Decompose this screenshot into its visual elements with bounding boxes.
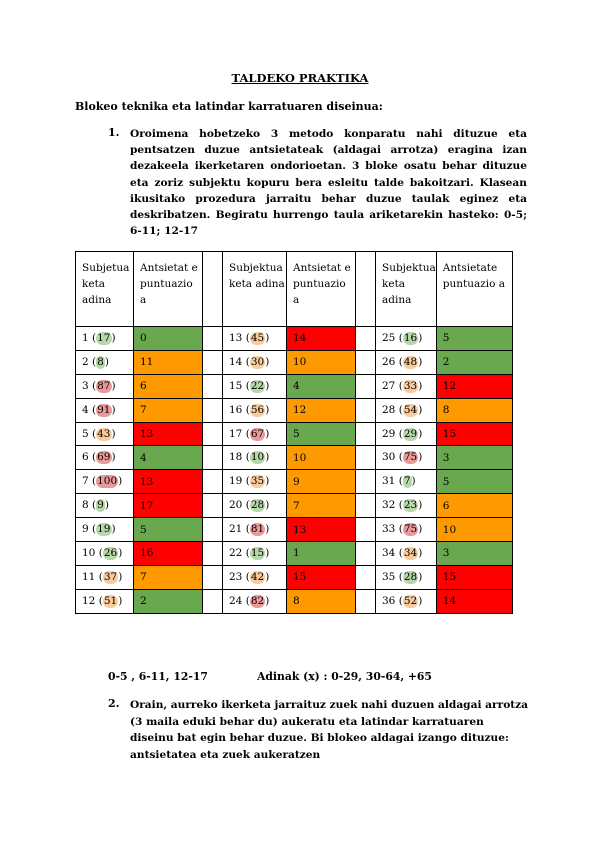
subject-id: 25 (382, 331, 396, 344)
paren-open: ( (395, 546, 403, 559)
score-cell: 10 (287, 446, 356, 470)
score-cell: 12 (436, 374, 512, 398)
paren-open: ( (88, 523, 97, 536)
subject-id: 21 (229, 523, 243, 536)
subject-cell (223, 398, 287, 422)
subject-cell (223, 542, 287, 566)
spacer-cell (356, 252, 376, 327)
paren-close: ) (265, 594, 270, 607)
age-badge: 81 (250, 523, 265, 536)
subject-cell (223, 470, 287, 494)
header-subject-1: Subjetua keta adina (76, 252, 134, 327)
ages-line: Adinak (x) : 0-29, 30-64, +65 (257, 670, 432, 683)
header-score-3: Antsietate puntuazio a (436, 252, 512, 327)
subject-id: 29 (382, 427, 396, 440)
paren-open: ( (242, 523, 250, 536)
score-cell: 5 (436, 470, 512, 494)
subject-cell (76, 327, 134, 351)
subject-id: 36 (382, 594, 396, 607)
subject-id: 1 (82, 331, 89, 344)
age-badge: 34 (403, 546, 418, 559)
subject-cell (376, 446, 437, 470)
spacer-cell (356, 542, 376, 566)
subject-id: 10 (82, 546, 96, 559)
paren-open: ( (95, 546, 103, 559)
paren-open: ( (242, 475, 250, 488)
subject-id: 31 (382, 475, 396, 488)
age-badge: 43 (97, 427, 111, 440)
age-badge: 33 (403, 379, 418, 392)
ranges-line: 0-5 , 6-11, 12-17 (108, 670, 208, 683)
paren-close: ) (265, 355, 270, 368)
paren-close: ) (111, 331, 116, 344)
paren-open: ( (395, 570, 403, 583)
subject-cell (376, 565, 437, 589)
table-row (76, 589, 513, 613)
table-row (76, 374, 513, 398)
age-badge: 19 (97, 523, 111, 536)
paren-close: ) (418, 523, 423, 536)
spacer-cell (203, 374, 223, 398)
subject-id: 26 (382, 355, 396, 368)
spacer-cell (356, 374, 376, 398)
subject-id: 11 (82, 570, 96, 583)
age-badge: 15 (250, 546, 265, 559)
paren-open: ( (395, 451, 403, 464)
spacer-cell (356, 518, 376, 542)
spacer-cell (356, 398, 376, 422)
subject-cell (376, 518, 437, 542)
subject-cell (76, 589, 134, 613)
score-cell: 8 (436, 398, 512, 422)
paren-open: ( (395, 523, 403, 536)
score-cell: 15 (436, 422, 512, 446)
subject-cell (76, 542, 134, 566)
score-cell: 15 (287, 565, 356, 589)
subject-id: 7 (82, 475, 89, 488)
subject-id: 5 (82, 427, 89, 440)
subject-cell (223, 374, 287, 398)
paren-close: ) (265, 403, 270, 416)
age-badge: 91 (97, 403, 111, 416)
score-cell: 5 (287, 422, 356, 446)
table-row (76, 398, 513, 422)
header-score-2: Antsietat e puntuazio a (287, 252, 356, 327)
subject-cell (376, 398, 437, 422)
score-cell: 17 (134, 494, 203, 518)
subject-cell (376, 494, 437, 518)
paren-open: ( (242, 594, 250, 607)
subject-id: 4 (82, 403, 89, 416)
table-row (76, 327, 513, 351)
spacer-cell (356, 589, 376, 613)
paren-open: ( (242, 379, 250, 392)
score-cell: 4 (287, 374, 356, 398)
score-cell: 6 (134, 374, 203, 398)
age-badge: 42 (250, 570, 265, 583)
subject-cell (76, 446, 134, 470)
paren-close: ) (118, 475, 123, 488)
age-badge: 51 (103, 594, 118, 607)
subject-id: 34 (382, 546, 396, 559)
score-cell: 3 (436, 542, 512, 566)
age-badge: 7 (403, 475, 411, 488)
anxiety-table (75, 251, 513, 614)
table-row (76, 542, 513, 566)
subject-id: 28 (382, 403, 396, 416)
subject-cell (223, 446, 287, 470)
score-cell: 13 (134, 422, 203, 446)
spacer-cell (203, 470, 223, 494)
score-cell: 6 (436, 494, 512, 518)
spacer-cell (356, 327, 376, 351)
subject-id: 18 (229, 451, 243, 464)
age-badge: 54 (403, 403, 418, 416)
subject-cell (376, 542, 437, 566)
paren-close: ) (265, 499, 270, 512)
paren-open: ( (242, 570, 250, 583)
paren-open: ( (242, 355, 250, 368)
subject-cell (223, 494, 287, 518)
subject-id: 8 (82, 499, 89, 512)
age-badge: 75 (403, 451, 418, 464)
score-cell: 1 (287, 542, 356, 566)
age-badge: 52 (403, 594, 418, 607)
paren-open: ( (88, 355, 97, 368)
paren-close: ) (265, 379, 270, 392)
spacer-cell (356, 446, 376, 470)
subject-id: 16 (229, 403, 243, 416)
paren-open: ( (88, 499, 97, 512)
paren-open: ( (95, 594, 103, 607)
subject-cell (76, 398, 134, 422)
score-cell: 2 (436, 350, 512, 374)
paren-close: ) (418, 403, 423, 416)
paren-close: ) (418, 355, 423, 368)
paren-close: ) (418, 546, 423, 559)
page-title: TALDEKO PRAKTIKA (231, 71, 369, 85)
score-cell: 7 (134, 565, 203, 589)
paren-close: ) (265, 523, 270, 536)
paren-open: ( (395, 475, 403, 488)
age-badge: 48 (403, 355, 418, 368)
score-cell: 7 (287, 494, 356, 518)
paren-close: ) (418, 331, 423, 344)
subject-id: 9 (82, 523, 89, 536)
paren-close: ) (118, 594, 123, 607)
paren-close: ) (418, 594, 423, 607)
subject-cell (76, 422, 134, 446)
table-row (76, 494, 513, 518)
item1-number: 1. (108, 126, 120, 139)
subject-cell (376, 327, 437, 351)
subject-cell (76, 518, 134, 542)
age-badge: 45 (250, 331, 265, 344)
item1-text: Oroimena hobetzeko 3 metodo konparatu nahi dituzue eta pentsatzen duzue antsietateak (aldagai arrotza) eragina izan dezakeela ikerketaren ondorioetan. 3 bloke osatu behar dituzue eta zoriz subjektu kopuru bera esleitu talde bakoitzari. Klasean ikusitako prozedura jarraitu behar duzue taulak eginez eta deskribatzen. Begiratu hurrengo taula ariketarekin hasteko: 0-5; 6-11; 12-17 (130, 128, 527, 238)
spacer-cell (203, 327, 223, 351)
score-cell: 14 (436, 589, 512, 613)
item2-text: Orain, aurreko ikerketa jarraituz zuek nahi duzuen aldagai arrotza (3 maila eduki behar du) aukeratu eta latindar karratuaren diseinu bat egin behar duzue. Bi blokeo aldagai izango dituzue: antsietatea eta zuek aukeratzen (130, 699, 529, 761)
section-subtitle: Blokeo teknika eta latindar karratuaren diseinua: (75, 100, 383, 113)
subject-id: 33 (382, 523, 396, 536)
spacer-cell (203, 350, 223, 374)
paren-open: ( (395, 331, 403, 344)
age-badge: 82 (250, 594, 265, 607)
paren-open: ( (395, 379, 403, 392)
paren-close: ) (111, 451, 116, 464)
age-badge: 16 (403, 331, 418, 344)
subject-cell (76, 494, 134, 518)
header-subject-3: Subjektua keta adina (376, 252, 437, 327)
age-badge: 8 (97, 355, 104, 368)
age-badge: 9 (97, 499, 104, 512)
subject-id: 17 (229, 427, 243, 440)
age-badge: 22 (250, 379, 265, 392)
age-badge: 100 (97, 475, 118, 488)
paren-close: ) (118, 546, 123, 559)
header-score-1: Antsietat e puntuazio a (134, 252, 203, 327)
spacer-cell (203, 252, 223, 327)
subject-cell (76, 470, 134, 494)
table-row (76, 422, 513, 446)
spacer-cell (203, 422, 223, 446)
paren-open: ( (88, 403, 97, 416)
header-subject-2: Subjektua keta adina (223, 252, 287, 327)
paren-open: ( (242, 331, 250, 344)
score-cell: 10 (436, 518, 512, 542)
paren-open: ( (395, 594, 403, 607)
subject-cell (376, 422, 437, 446)
spacer-cell (203, 589, 223, 613)
paren-close: ) (265, 475, 270, 488)
paren-open: ( (88, 331, 97, 344)
subject-id: 13 (229, 331, 243, 344)
paren-close: ) (265, 451, 270, 464)
paren-close: ) (418, 499, 423, 512)
spacer-cell (203, 565, 223, 589)
score-cell: 9 (287, 470, 356, 494)
subject-cell (76, 374, 134, 398)
paren-close: ) (265, 427, 270, 440)
paren-open: ( (95, 570, 103, 583)
subject-cell (376, 589, 437, 613)
spacer-cell (203, 518, 223, 542)
subject-id: 15 (229, 379, 243, 392)
subject-cell (376, 374, 437, 398)
age-badge: 17 (97, 331, 111, 344)
age-badge: 87 (97, 379, 111, 392)
spacer-cell (356, 565, 376, 589)
age-badge: 30 (250, 355, 265, 368)
subject-id: 24 (229, 594, 243, 607)
paren-close: ) (418, 451, 423, 464)
paren-close: ) (265, 570, 270, 583)
age-badge: 75 (403, 523, 418, 536)
score-cell: 15 (436, 565, 512, 589)
score-cell: 5 (134, 518, 203, 542)
age-badge: 35 (250, 475, 265, 488)
subject-cell (376, 470, 437, 494)
paren-close: ) (411, 475, 416, 488)
score-cell: 10 (287, 350, 356, 374)
age-badge: 56 (250, 403, 265, 416)
age-badge: 28 (403, 570, 418, 583)
age-badge: 29 (403, 427, 418, 440)
paren-close: ) (265, 331, 270, 344)
age-badge: 10 (250, 451, 265, 464)
score-cell: 14 (287, 327, 356, 351)
subject-id: 6 (82, 451, 89, 464)
paren-open: ( (88, 379, 97, 392)
subject-cell (223, 518, 287, 542)
subject-id: 20 (229, 499, 243, 512)
subject-cell (223, 422, 287, 446)
paren-close: ) (111, 523, 116, 536)
age-badge: 67 (250, 427, 265, 440)
score-cell: 5 (436, 327, 512, 351)
score-cell: 0 (134, 327, 203, 351)
paren-close: ) (104, 499, 109, 512)
spacer-cell (356, 470, 376, 494)
paren-open: ( (242, 451, 250, 464)
table-row (76, 470, 513, 494)
paren-close: ) (111, 427, 116, 440)
subject-cell (376, 350, 437, 374)
paren-open: ( (242, 403, 250, 416)
paren-open: ( (395, 499, 403, 512)
age-badge: 28 (250, 499, 265, 512)
subject-cell (223, 565, 287, 589)
subject-cell (76, 565, 134, 589)
score-cell: 11 (134, 350, 203, 374)
table-header-row (76, 252, 513, 327)
subject-id: 30 (382, 451, 396, 464)
subject-id: 32 (382, 499, 396, 512)
spacer-cell (203, 542, 223, 566)
age-badge: 37 (103, 570, 118, 583)
score-cell: 2 (134, 589, 203, 613)
spacer-cell (203, 398, 223, 422)
score-cell: 7 (134, 398, 203, 422)
spacer-cell (203, 494, 223, 518)
subject-cell (223, 350, 287, 374)
score-cell: 8 (287, 589, 356, 613)
paren-open: ( (88, 451, 97, 464)
age-badge: 69 (97, 451, 111, 464)
paren-open: ( (242, 499, 250, 512)
table-row (76, 518, 513, 542)
table-row (76, 446, 513, 470)
paren-close: ) (418, 379, 423, 392)
paren-open: ( (395, 427, 403, 440)
score-cell: 16 (134, 542, 203, 566)
spacer-cell (356, 350, 376, 374)
item2-number: 2. (108, 697, 120, 710)
subject-id: 3 (82, 379, 89, 392)
paren-open: ( (88, 475, 97, 488)
paren-close: ) (265, 546, 270, 559)
subject-id: 22 (229, 546, 243, 559)
paren-open: ( (395, 403, 403, 416)
paren-close: ) (118, 570, 123, 583)
paren-close: ) (111, 379, 116, 392)
subject-id: 35 (382, 570, 396, 583)
age-badge: 23 (403, 499, 418, 512)
age-badge: 26 (103, 546, 118, 559)
table-row (76, 350, 513, 374)
subject-id: 19 (229, 475, 243, 488)
subject-id: 27 (382, 379, 396, 392)
subject-id: 23 (229, 570, 243, 583)
paren-open: ( (242, 546, 250, 559)
table-row (76, 565, 513, 589)
subject-cell (76, 350, 134, 374)
paren-open: ( (88, 427, 97, 440)
paren-open: ( (395, 355, 403, 368)
spacer-cell (356, 422, 376, 446)
score-cell: 12 (287, 398, 356, 422)
subject-id: 14 (229, 355, 243, 368)
subject-cell (223, 589, 287, 613)
paren-close: ) (111, 403, 116, 416)
score-cell: 3 (436, 446, 512, 470)
paren-close: ) (418, 570, 423, 583)
paren-close: ) (418, 427, 423, 440)
spacer-cell (356, 494, 376, 518)
spacer-cell (203, 446, 223, 470)
subject-cell (223, 327, 287, 351)
subject-id: 2 (82, 355, 89, 368)
paren-close: ) (104, 355, 109, 368)
score-cell: 13 (134, 470, 203, 494)
score-cell: 13 (287, 518, 356, 542)
subject-id: 12 (82, 594, 96, 607)
paren-open: ( (242, 427, 250, 440)
score-cell: 4 (134, 446, 203, 470)
